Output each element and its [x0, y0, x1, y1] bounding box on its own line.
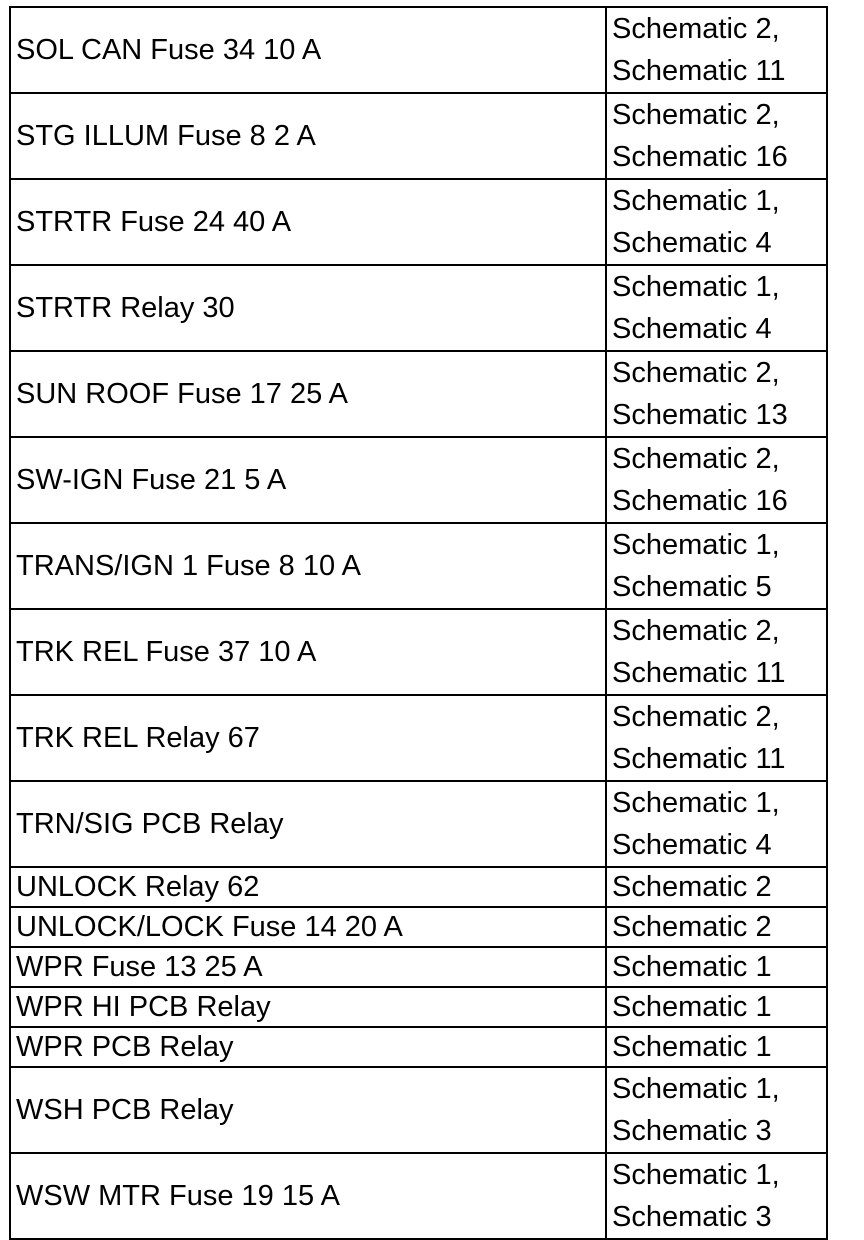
table-row — [10, 523, 827, 609]
component-name: WPR HI PCB Relay — [10, 987, 606, 1027]
schematic-ref-line: Schematic 2, — [612, 357, 780, 389]
component-index-body — [10, 7, 827, 1239]
schematic-reference: Schematic 1 — [606, 1027, 827, 1067]
component-name: UNLOCK Relay 62 — [10, 867, 606, 907]
component-name: STG ILLUM Fuse 8 2 A — [10, 93, 606, 179]
component-name: STRTR Relay 30 — [10, 265, 606, 351]
schematic-ref-line: Schematic 2, — [612, 615, 780, 647]
component-name: SUN ROOF Fuse 17 25 A — [10, 351, 606, 437]
schematic-ref-line: Schematic 1, — [612, 271, 780, 303]
component-name: WPR Fuse 13 25 A — [10, 947, 606, 987]
schematic-ref-line: Schematic 3 — [612, 1115, 772, 1147]
schematic-reference: Schematic 2 — [606, 867, 827, 907]
component-name: SOL CAN Fuse 34 10 A — [10, 7, 606, 93]
schematic-ref-line: Schematic 11 — [612, 55, 786, 87]
component-name: UNLOCK/LOCK Fuse 14 20 A — [10, 907, 606, 947]
component-name: STRTR Fuse 24 40 A — [10, 179, 606, 265]
schematic-reference: Schematic 1 — [606, 987, 827, 1027]
schematic-reference — [606, 523, 827, 609]
schematic-ref-line: Schematic 2, — [612, 13, 780, 45]
component-name: SW-IGN Fuse 21 5 A — [10, 437, 606, 523]
schematic-ref-line: Schematic 4 — [612, 313, 772, 345]
schematic-ref-line: Schematic 5 — [612, 571, 772, 603]
table-row — [10, 695, 827, 781]
table-row — [10, 1027, 827, 1067]
schematic-reference — [606, 265, 827, 351]
schematic-reference — [606, 1067, 827, 1153]
schematic-ref-line: Schematic 1, — [612, 1073, 780, 1105]
schematic-ref-line: Schematic 4 — [612, 829, 772, 861]
component-name: TRANS/IGN 1 Fuse 8 10 A — [10, 523, 606, 609]
component-name: TRN/SIG PCB Relay — [10, 781, 606, 867]
table-row — [10, 179, 827, 265]
schematic-reference — [606, 93, 827, 179]
table-row — [10, 1067, 827, 1153]
table-row — [10, 781, 827, 867]
schematic-reference — [606, 695, 827, 781]
table-row — [10, 351, 827, 437]
schematic-ref-line: Schematic 2, — [612, 701, 780, 733]
schematic-ref-line: Schematic 4 — [612, 227, 772, 259]
schematic-ref-line: Schematic 3 — [612, 1201, 772, 1233]
schematic-ref-line: Schematic 1, — [612, 1159, 780, 1191]
component-name: TRK REL Relay 67 — [10, 695, 606, 781]
schematic-ref-line: Schematic 16 — [612, 141, 788, 173]
schematic-reference: Schematic 2 — [606, 907, 827, 947]
component-name: WSW MTR Fuse 19 15 A — [10, 1153, 606, 1239]
component-name: TRK REL Fuse 37 10 A — [10, 609, 606, 695]
table-row — [10, 1153, 827, 1239]
component-index-table — [9, 6, 828, 1240]
schematic-reference — [606, 7, 827, 93]
table-row — [10, 867, 827, 907]
table-row — [10, 265, 827, 351]
table-row — [10, 609, 827, 695]
schematic-ref-line: Schematic 1, — [612, 787, 780, 819]
schematic-ref-line: Schematic 11 — [612, 657, 786, 689]
schematic-reference — [606, 1153, 827, 1239]
schematic-reference: Schematic 1 — [606, 947, 827, 987]
schematic-ref-line: Schematic 11 — [612, 743, 786, 775]
table-row — [10, 93, 827, 179]
schematic-reference — [606, 437, 827, 523]
schematic-ref-line: Schematic 1, — [612, 185, 780, 217]
schematic-ref-line: Schematic 2, — [612, 99, 780, 131]
table-row — [10, 437, 827, 523]
schematic-reference — [606, 609, 827, 695]
schematic-ref-line: Schematic 2, — [612, 443, 780, 475]
schematic-ref-line: Schematic 1, — [612, 529, 780, 561]
table-row — [10, 7, 827, 93]
schematic-ref-line: Schematic 16 — [612, 485, 788, 517]
component-name: WSH PCB Relay — [10, 1067, 606, 1153]
table-row — [10, 947, 827, 987]
table-row — [10, 907, 827, 947]
schematic-ref-line: Schematic 13 — [612, 399, 788, 431]
schematic-reference — [606, 781, 827, 867]
component-name: WPR PCB Relay — [10, 1027, 606, 1067]
schematic-reference — [606, 179, 827, 265]
table-row — [10, 987, 827, 1027]
schematic-reference — [606, 351, 827, 437]
